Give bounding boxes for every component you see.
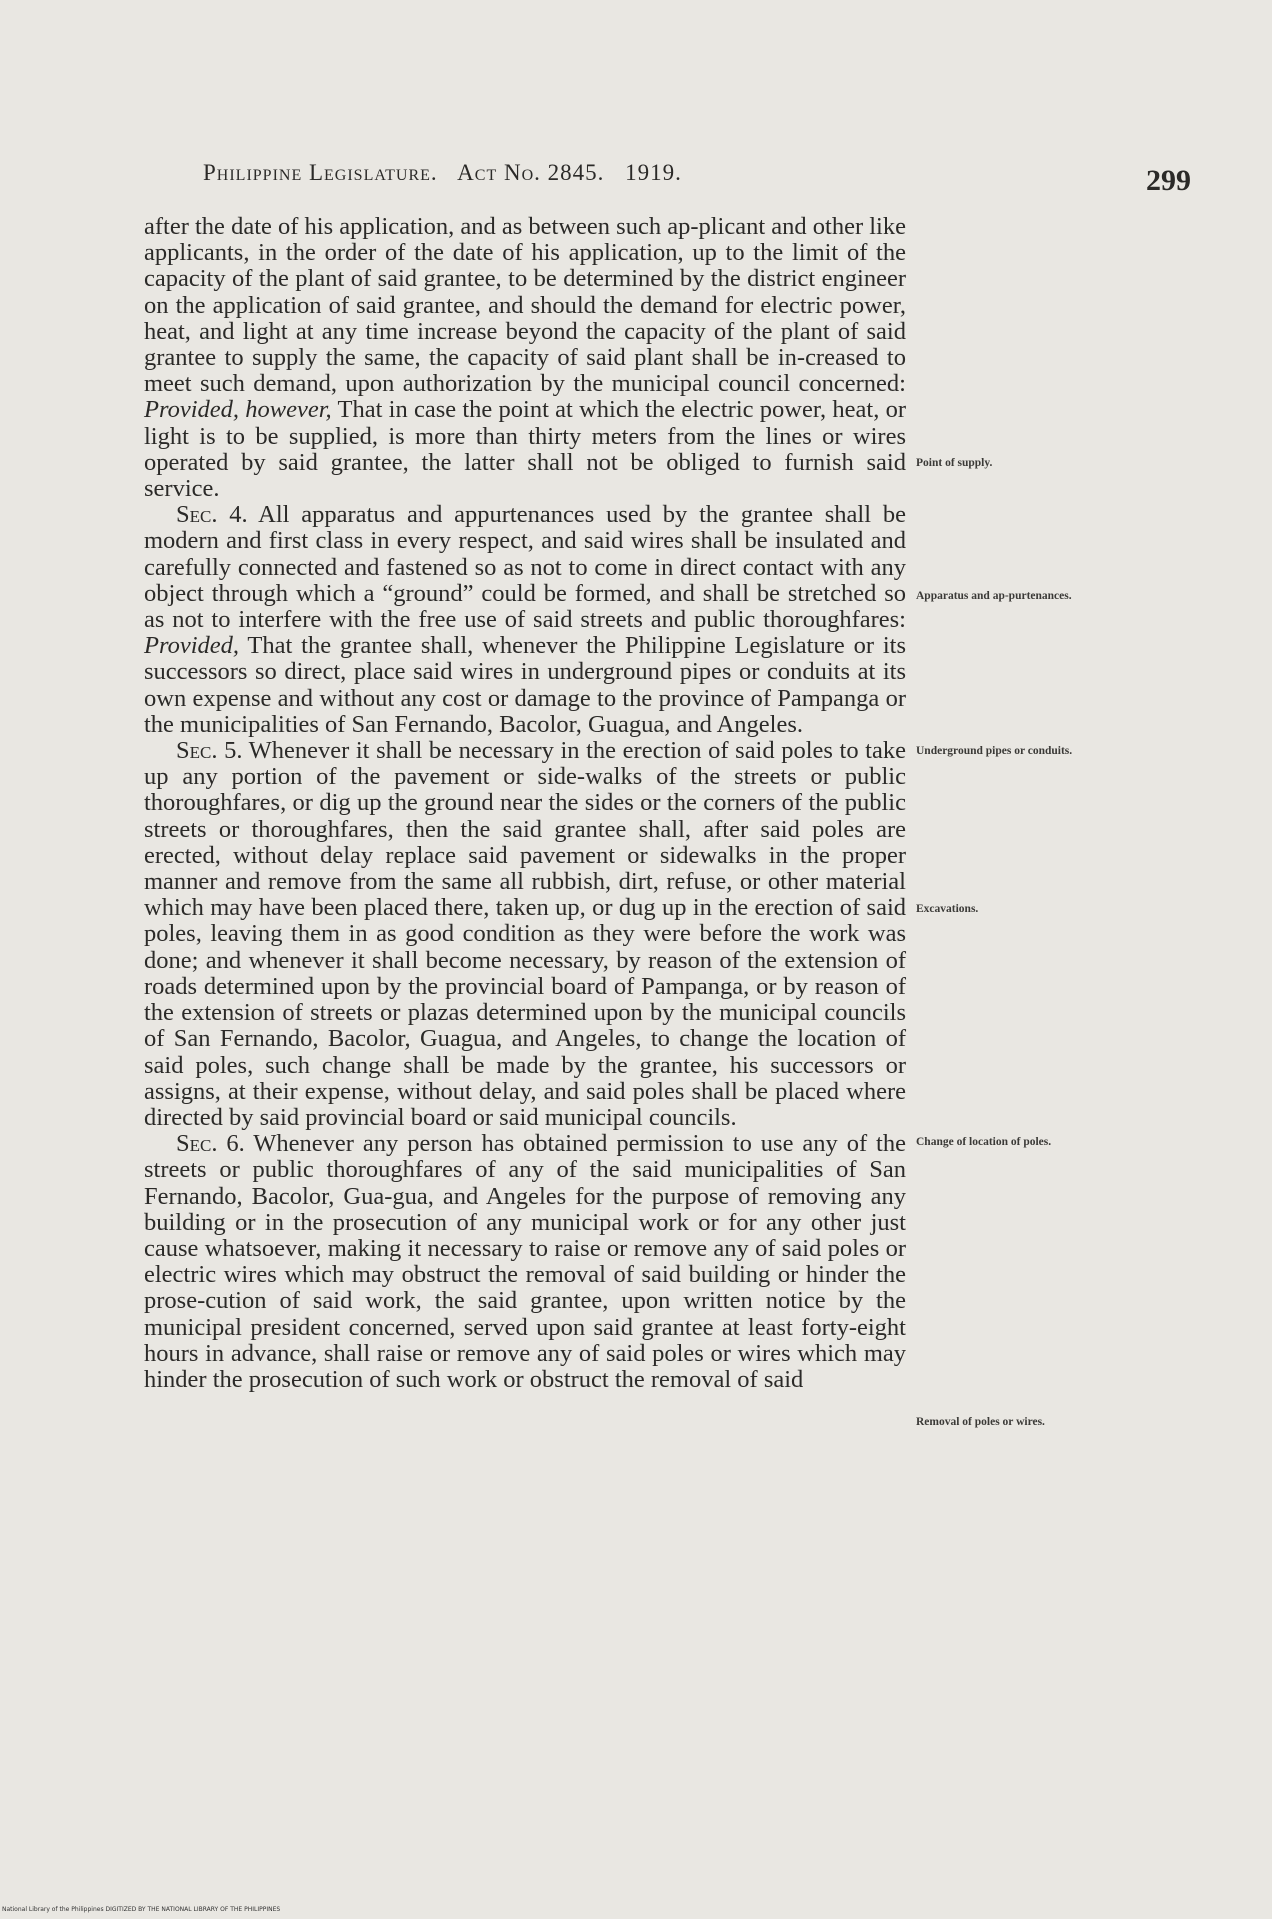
header-legislature: Philippine Legislature. (203, 160, 438, 185)
header-year: 1919. (625, 160, 682, 185)
proviso-italic: Provided, (144, 632, 240, 660)
paragraph-text: That the grantee shall, whenever the Philippine Legislature or its successors so direct, place said wires in underground pipes or conduits at its own expense and without any cost or damage to the province of Pampanga or the municipalities of San Fernando, Bacolor, Guagua, and Angeles. (144, 632, 906, 738)
paragraph-text: All apparatus and appurtenances used by the grantee shall be modern and first class in every respect, and said wires shall be insulated and carefully connected and fastened so as not to come in direct contact with any object through which a “ground” could be formed, and shall be stretched so as not to interfere with the free use of said streets and public thoroughfares: (144, 501, 906, 634)
margin-note-underground: Underground pipes or conduits. (916, 745, 1073, 757)
margin-note-change-location: Change of location of poles. (916, 1136, 1052, 1148)
digitization-footer: National Library of the Philippines DIGITIZED BY THE NATIONAL LIBRARY OF THE PHILIPPINES (2, 1906, 281, 1913)
section-label: Sec. 6. (176, 1130, 245, 1158)
paragraph-text: Whenever it shall be necessary in the erection of said poles to take up any portion of the pavement or side-walks of the streets or public thoroughfares, or dig up the ground near the sides or the corners of the public streets or thoroughfares, then the said grantee shall, after said poles are erected, without delay replace said pavement or sidewalks in the proper manner and remove from the same all rubbish, dirt, refuse, or other material which may have been placed there, taken up, or dug up in the erection of said poles, leaving them in as good condition as they were before the work was done; and whenever it shall become necessary, by reason of the extension of roads determined upon by the provincial board of Pampanga, or by reason of the extension of streets or plazas determined upon by the municipal councils of San Fernando, Bacolor, Guagua, and Angeles, to change the location of said poles, such change shall be made by the grantee, his successors or assigns, at their expense, without delay, and said poles shall be placed where directed by said provincial board or said municipal councils. (144, 737, 906, 1131)
proviso-italic: Provided, however, (144, 396, 332, 424)
paragraph-continuation (144, 214, 906, 502)
margin-note-point-of-supply: Point of supply. (916, 457, 993, 469)
paragraph-sec-6 (144, 1131, 906, 1393)
paragraph-sec-4 (144, 502, 906, 738)
margin-note-apparatus: Apparatus and ap-purtenances. (916, 590, 1072, 602)
body-text (144, 214, 906, 1393)
header-act: Act No. 2845. (457, 160, 605, 185)
margin-note-removal: Removal of poles or wires. (916, 1416, 1045, 1428)
section-label: Sec. 4. (176, 501, 248, 529)
section-label: Sec. 5. (176, 737, 243, 765)
paragraph-sec-5 (144, 738, 906, 1131)
page-number: 299 (1146, 164, 1191, 197)
paragraph-text: Whenever any person has obtained permission to use any of the streets or public thoroughfares of any of the said municipalities of San Fernando, Bacolor, Gua-gua, and Angeles for the purpose of removing any building or in the prosecution of any municipal work or for any other just cause whatsoever, making it necessary to raise or remove any of said poles or electric wires which may obstruct the removal of said building or hinder the prose-cution of said work, the said grantee, upon written notice by the municipal president concerned, served upon said grantee at least forty-eight hours in advance, shall raise or remove any of said poles or wires which may hinder the prosecution of such work or obstruct the removal of said (144, 1130, 906, 1393)
paragraph-text: That in case the point at which the electric power, heat, or light is to be supplied, is more than thirty meters from the lines or wires operated by said grantee, the latter shall not be obliged to furnish said service. (144, 396, 906, 503)
margin-note-excavations: Excavations. (916, 903, 979, 915)
paragraph-text: after the date of his application, and as between such ap-plicant and other like applicants, in the order of the date of his application, up to the limit of the capacity of the plant of said grantee, to be determined by the district engineer on the application of said grantee, and should the demand for electric power, heat, and light at any time increase beyond the capacity of the plant of said grantee to supply the same, the capacity of said plant shall be in-creased to meet such demand, upon authorization by the municipal council concerned: (144, 213, 906, 398)
running-head (203, 160, 696, 186)
